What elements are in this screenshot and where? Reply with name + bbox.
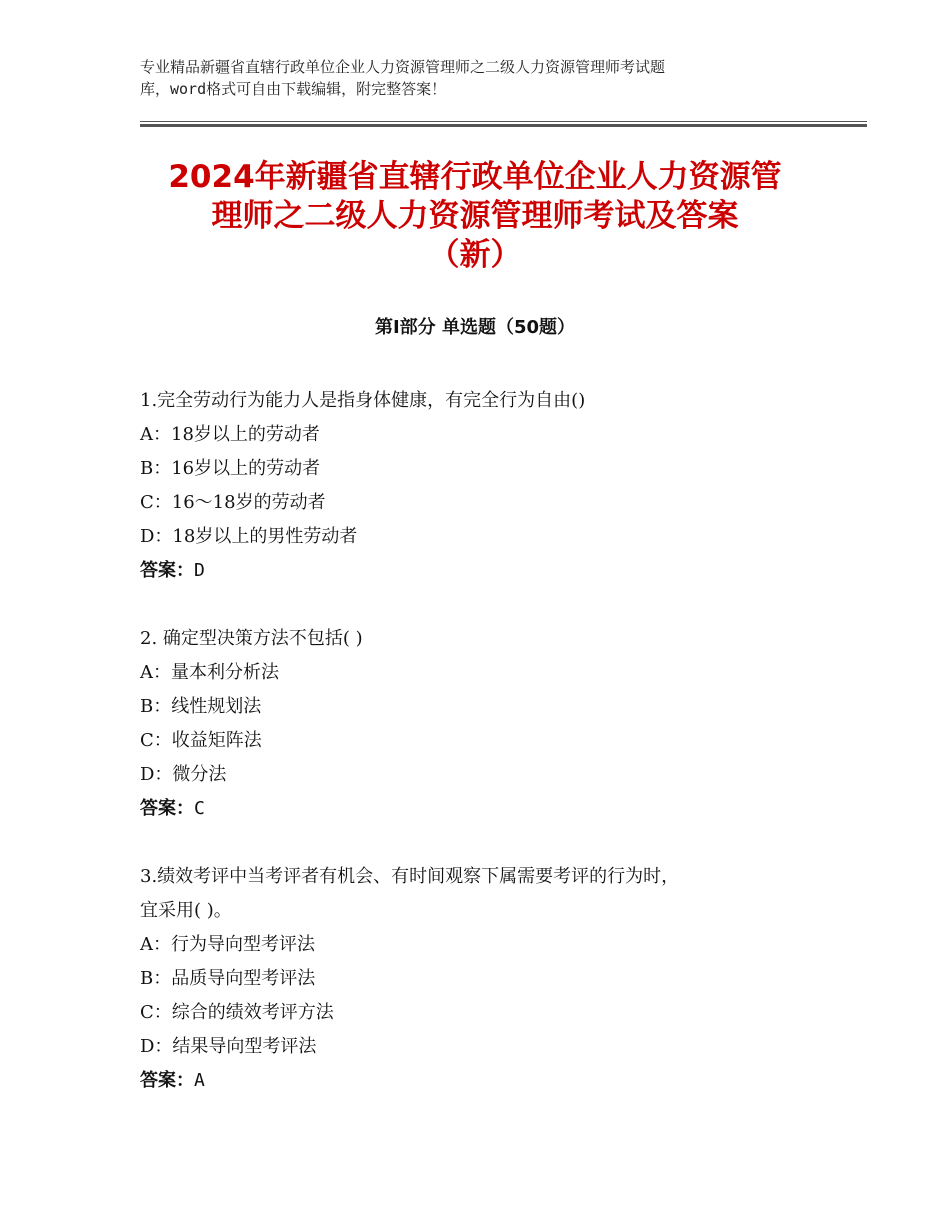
option-a: A：行为导向型考评法 [140, 934, 315, 955]
answer [140, 1064, 840, 1098]
answer-value: C [194, 798, 205, 819]
option-a: A：18岁以上的劳动者 [140, 424, 320, 445]
question-1 [140, 384, 840, 588]
header-note [140, 56, 830, 100]
question-stem: 3.绩效考评中当考评者有机会、有时间观察下属需要考评的行为时， [140, 866, 680, 887]
option-c: C：16～18岁的劳动者 [140, 492, 326, 513]
answer-label: 答案： [140, 1070, 194, 1091]
answer-value: A [194, 1070, 205, 1091]
title-line: 2024年新疆省直辖行政单位企业人力资源管 [168, 159, 782, 195]
option-d: D：18岁以上的男性劳动者 [140, 526, 358, 547]
header-divider-thick [140, 124, 867, 127]
question-stem: 1.完全劳动行为能力人是指身体健康，有完全行为自由() [140, 390, 586, 411]
option-a: A：量本利分析法 [140, 662, 279, 683]
option-d: D：微分法 [140, 764, 227, 785]
answer [140, 554, 840, 588]
header-divider-thin [140, 121, 867, 122]
header-note-line: 专业精品新疆省直辖行政单位企业人力资源管理师之二级人力资源管理师考试题 [140, 58, 666, 76]
header-note-line: 库，word格式可自由下载编辑，附完整答案！ [140, 80, 447, 98]
document-title [120, 158, 830, 275]
option-c: C：收益矩阵法 [140, 730, 262, 751]
answer-label: 答案： [140, 560, 194, 581]
answer [140, 792, 840, 826]
question-3 [140, 860, 840, 1098]
section-heading: 第Ⅰ部分 单选题（50题） [374, 317, 575, 338]
option-c: C：综合的绩效考评方法 [140, 1002, 334, 1023]
option-b: B：16岁以上的劳动者 [140, 458, 321, 479]
question-stem-continued: 宜采用( )。 [140, 900, 232, 921]
option-b: B：线性规划法 [140, 696, 262, 717]
title-line: （新） [428, 237, 522, 273]
title-line: 理师之二级人力资源管理师考试及答案 [211, 198, 739, 234]
question-2 [140, 622, 840, 826]
answer-value: D [194, 560, 205, 581]
option-d: D：结果导向型考评法 [140, 1036, 317, 1057]
option-b: B：品质导向型考评法 [140, 968, 316, 989]
question-list [140, 384, 840, 1132]
answer-label: 答案： [140, 798, 194, 819]
question-stem: 2. 确定型决策方法不包括( ) [140, 628, 363, 649]
